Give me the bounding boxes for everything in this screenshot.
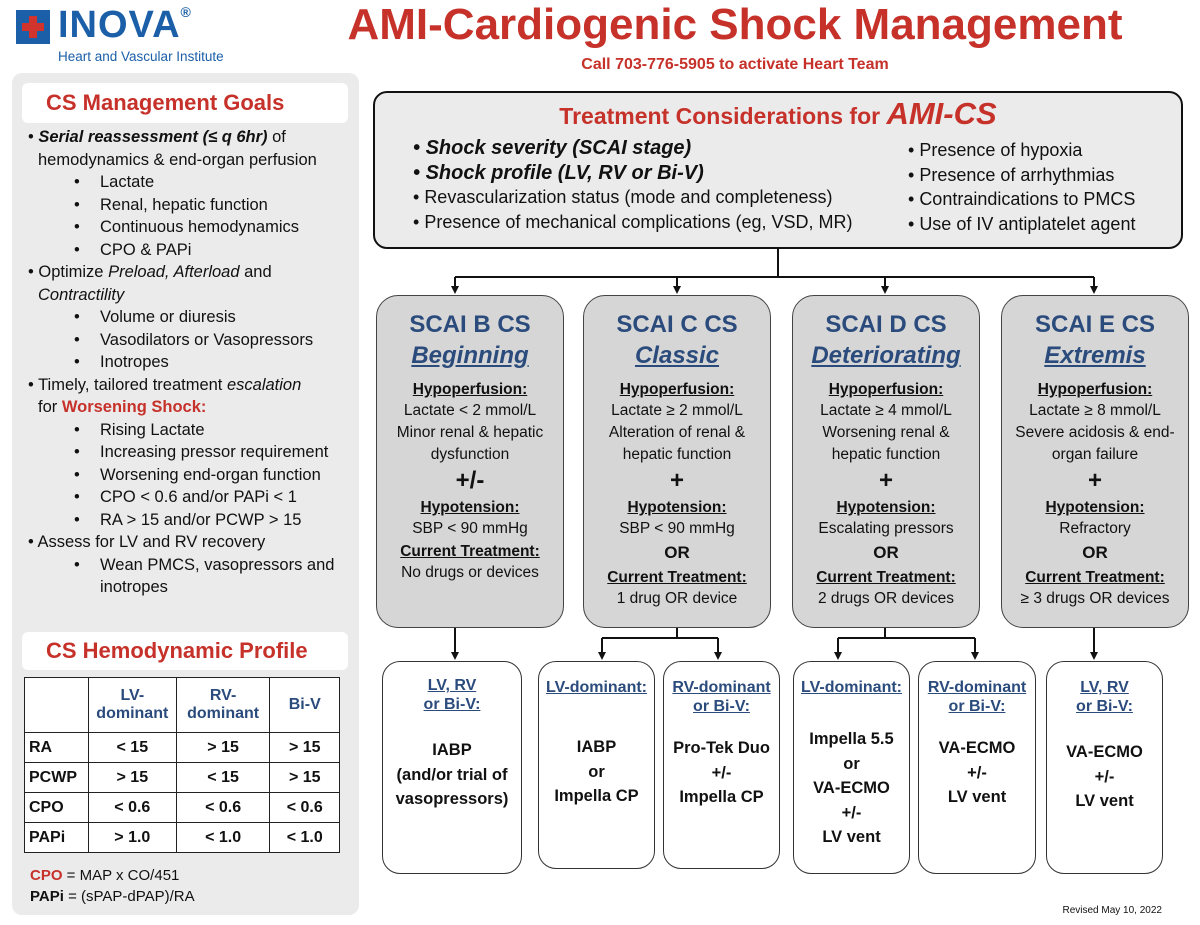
table-row: CPO < 0.6 < 0.6 < 0.6 [25, 793, 340, 823]
hemodynamic-table [24, 677, 340, 853]
table-header-cell: RV-dominant [176, 678, 270, 733]
device-box-scai-d-rv: RV-dominant or Bi-V: VA-ECMO +/- LV vent [918, 661, 1036, 874]
device-box-scai-c-rv: RV-dominant or Bi-V: Pro-Tek Duo +/- Impella CP [663, 661, 780, 869]
goals-list: • Serial reassessment (≤ q 6hr) of hemodynamics & end-organ perfusion • Lactate • Renal, hepatic function • Continuous hemodynamics • CPO & PAPi • Optimize Preload, Afterload and Contractility • Volume or diuresis • Vasodilators or Vasopressors • Inotropes • Timely, tailored treatment escalation for Worsening Shock: • Rising Lactate • Increasing pressor requirement • Worsening end-organ function • CPO < 0.6 and/or PAPi < 1 • RA > 15 and/or PCWP > 15 • Assess for LV and RV recovery • Wean PMCS, vasopressors and inotropes [26, 126, 356, 599]
table-row: PCWP > 15 < 15 > 15 [25, 763, 340, 793]
table-header-cell: Bi-V [270, 678, 340, 733]
table-header-cell [25, 678, 89, 733]
goal-optimize: • Optimize Preload, Afterload and [28, 263, 272, 281]
table-header-cell: LV-dominant [88, 678, 176, 733]
goal-serial: • Serial reassessment (≤ q 6hr) of [28, 128, 286, 146]
scai-d-box: SCAI D CS Deteriorating Hypoperfusion: Lactate ≥ 4 mmol/L Worsening renal & hepatic function + Hypotension: Escalating pressors OR Current Treatment: 2 drugs OR devices [792, 295, 980, 628]
page-subtitle: Call 703-776-5905 to activate Heart Team [581, 56, 889, 73]
treatment-right-list: • Presence of hypoxia • Presence of arrhythmias • Contraindications to PMCS • Use of IV antiplatelet agent [908, 140, 1136, 234]
goal-escalation: • Timely, tailored treatment escalation [28, 375, 302, 394]
formula-papi: PAPi = (sPAP-dPAP)/RA [30, 888, 195, 905]
hemo-title: CS Hemodynamic Profile [22, 632, 348, 670]
logo-subtitle: Heart and Vascular Institute [58, 49, 224, 64]
table-row: RA < 15 > 15 > 15 [25, 733, 340, 763]
table-header-row [25, 678, 340, 733]
scai-e-box: SCAI E CS Extremis Hypoperfusion: Lactate ≥ 8 mmol/L Severe acidosis & end- organ failure + Hypotension: Refractory OR Current Treatment: ≥ 3 drugs OR devices [1001, 295, 1189, 628]
goal-assess: • Assess for LV and RV recovery [28, 533, 266, 551]
device-box-scai-e: LV, RV or Bi-V: VA-ECMO +/- LV vent [1046, 661, 1163, 874]
treatment-title: Treatment Considerations for AMI-CS [559, 96, 997, 131]
revised-date: Revised May 10, 2022 [1062, 905, 1162, 916]
scai-c-box: SCAI C CS Classic Hypoperfusion: Lactate ≥ 2 mmol/L Alteration of renal & hepatic function + Hypotension: SBP < 90 mmHg OR Current Treatment: 1 drug OR device [583, 295, 771, 628]
device-box-scai-d-lv: LV-dominant: Impella 5.5 or VA-ECMO +/- LV vent [793, 661, 910, 874]
goals-title: CS Management Goals [22, 83, 348, 123]
table-row: PAPi > 1.0 < 1.0 < 1.0 [25, 823, 340, 853]
page-title: AMI-Cardiogenic Shock Management [347, 0, 1123, 49]
device-box-scai-c-lv: LV-dominant: IABP or Impella CP [538, 661, 655, 869]
logo-name: INOVA® [58, 4, 192, 46]
device-box-scai-b: LV, RV or Bi-V: IABP (and/or trial of vasopressors) [382, 661, 522, 874]
formula-cpo: CPO = MAP x CO/451 [30, 867, 180, 884]
treatment-left-list: • Shock severity (SCAI stage) • Shock profile (LV, RV or Bi-V) • Revascularization status (mode and completeness) • Presence of mechanical complications (eg, VSD, MR) [413, 137, 853, 232]
scai-b-box: SCAI B CS Beginning Hypoperfusion: Lactate < 2 mmol/L Minor renal & hepatic dysfunction +/- Hypotension: SBP < 90 mmHg Current Treatment: No drugs or devices [376, 295, 564, 628]
